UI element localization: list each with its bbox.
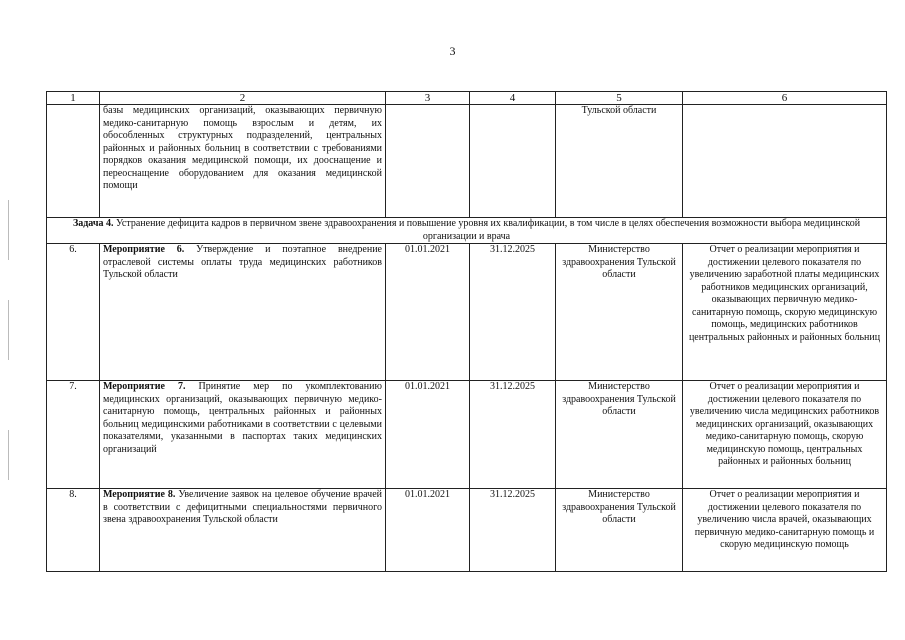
column-header: 2	[100, 92, 386, 105]
cell-executor: Министерство здравоохранения Тульской области	[556, 244, 683, 381]
binding-margin-line	[8, 300, 9, 360]
activity-text: Увеличение заявок на целевое обучение врачей в соответствии с дефицитными специальностями первичного звена здравоохранения Тульской области	[103, 489, 383, 525]
binding-margin-line	[8, 430, 9, 480]
cell-activity	[100, 244, 386, 381]
cell-start-date: 01.01.2021	[386, 381, 470, 489]
column-header: 5	[556, 92, 683, 105]
continued-row	[47, 105, 887, 218]
activity-label: Мероприятие 8.	[103, 489, 176, 500]
column-header: 4	[470, 92, 556, 105]
activity-text: Принятие мер по укомплектованию медицинских организаций, оказывающих первичную медико-санитарную помощь, центральных районных и районных больниц медицинскими работниками в соответствии с целевыми показателями, указанными в паспортах таких медицинских организаций	[103, 381, 382, 455]
cell-number: 7.	[47, 381, 100, 489]
cell-executor: Министерство здравоохранения Тульской области	[556, 489, 683, 572]
cell-end-date: 31.12.2025	[470, 381, 556, 489]
cell-result: Отчет о реализации мероприятия и достижении целевого показателя по увеличению числа врачей, оказывающих первичную медико-санитарную помощь и скорую медицинскую помощь	[683, 489, 887, 572]
task-label: Задача 4.	[72, 218, 114, 229]
cell-number: 8.	[47, 489, 100, 572]
cell-result	[683, 105, 887, 218]
activities-table	[46, 91, 887, 572]
cell-end-date: 31.12.2025	[470, 489, 556, 572]
cell-end-date: 31.12.2025	[470, 244, 556, 381]
column-header: 3	[386, 92, 470, 105]
cell-activity: базы медицинских организаций, оказывающих первичную медико-санитарную помощь взрослым и детям, их обособленных структурных подразделений, центральных районных и районных больниц в соответствии с требованиями порядков оказания медицинской помощи, их дооснащение и переоснащение оборудованием для оказания медицинской помощи	[100, 105, 386, 218]
task-heading	[47, 218, 887, 244]
cell-end-date	[470, 105, 556, 218]
activity-label: Мероприятие 7.	[103, 381, 186, 392]
cell-start-date: 01.01.2021	[386, 244, 470, 381]
table-row	[47, 381, 887, 489]
activity-label: Мероприятие 6.	[103, 244, 185, 255]
cell-number	[47, 105, 100, 218]
cell-executor: Тульской области	[556, 105, 683, 218]
task-row	[47, 218, 887, 244]
table-row	[47, 244, 887, 381]
cell-executor: Министерство здравоохранения Тульской области	[556, 381, 683, 489]
cell-result: Отчет о реализации мероприятия и достижении целевого показателя по увеличению числа медицинских работников медицинских организаций, оказывающих медико-санитарную помощь, скорую медицинскую помощь, центральных районных и районных больниц	[683, 381, 887, 489]
cell-activity	[100, 381, 386, 489]
cell-activity	[100, 489, 386, 572]
column-header: 1	[47, 92, 100, 105]
cell-number: 6.	[47, 244, 100, 381]
table-row	[47, 489, 887, 572]
activity-text: Утверждение и поэтапное внедрение отраслевой системы оплаты труда медицинских работников Тульской области	[103, 244, 382, 280]
column-header: 6	[683, 92, 887, 105]
cell-result: Отчет о реализации мероприятия и достижении целевого показателя по увеличению заработной платы медицинских работников медицинских организаций, оказывающих первичную медико-санитарную помощь, скорую медицинскую помощь, медицинских работников центральных районных и районных больниц	[683, 244, 887, 381]
page-number: 3	[449, 44, 456, 58]
cell-start-date	[386, 105, 470, 218]
task-text: Устранение дефицита кадров в первичном звене здравоохранения и повышение уровня их квалификации, в том числе в целях обеспечения возможности выбора медицинской организации и врача	[113, 218, 861, 242]
binding-margin-line	[8, 200, 9, 260]
column-number-row	[47, 92, 887, 105]
cell-start-date: 01.01.2021	[386, 489, 470, 572]
